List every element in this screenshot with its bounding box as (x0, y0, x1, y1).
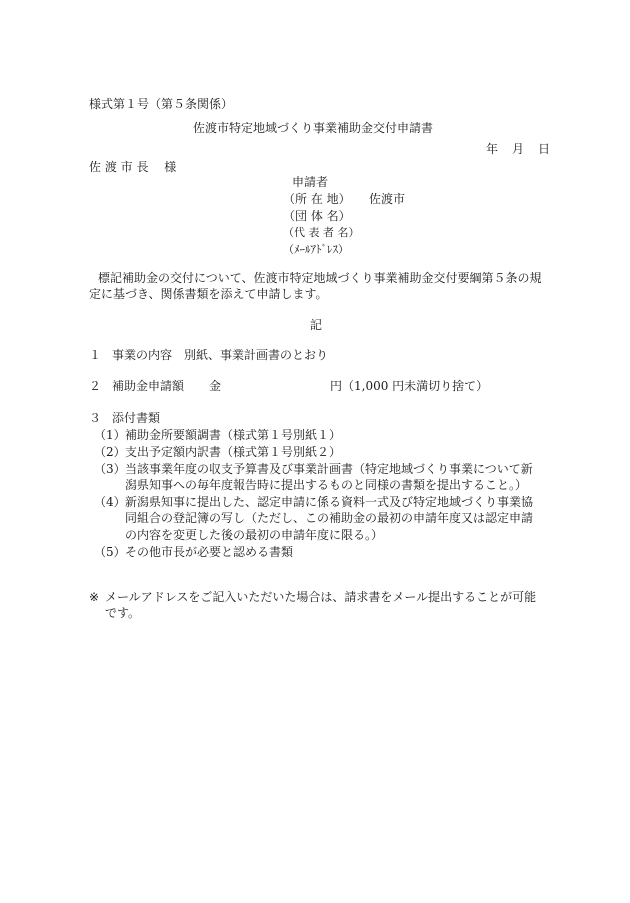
addressee: 佐 渡 市 長 様 (89, 160, 177, 174)
document-title: 佐渡市特定地域づくり事業補助金交付申請書 (193, 121, 434, 135)
attachment-5-number: （5） (94, 545, 126, 559)
attachment-4-number: （4） (94, 495, 126, 509)
attachment-3-line-2: 潟県知事への毎年度報告時に提出するものと同様の書類を提出すること。） (125, 478, 528, 492)
attachment-3-line-1: 当該事業年度の収支予算書及び事業計画書（特定地域づくり事業について新 (125, 462, 533, 476)
item-3-number: ３ (89, 411, 102, 425)
item-1-label: 事業の内容 (112, 348, 173, 362)
address-label: （所 在 地） (283, 192, 351, 206)
date-line: 年 月 日 (486, 142, 552, 156)
ki-heading: 記 (310, 318, 323, 332)
note-mark: ※ (89, 590, 100, 604)
attachment-4-line-1: 新潟県知事に提出した、認定申請に係る資料一式及び特定地域づくり事業協 (125, 495, 534, 509)
body-line-2: 定に基づき、関係書類を添えて申請します。 (89, 287, 328, 301)
representative-label: （代 表 者 名） (283, 226, 360, 239)
attachment-5-text: その他市長が必要と認める書類 (125, 545, 294, 559)
applicant-heading: 申請者 (292, 175, 329, 189)
note-line-1: メールアドレスをご記入いただいた場合は、請求書をメール提出することが可能 (105, 590, 537, 604)
form-number: 様式第１号（第５条関係） (89, 97, 234, 111)
attachment-1-text: 補助金所要額調書（様式第１号別紙１） (125, 428, 342, 442)
attachment-2-number: （2） (94, 445, 126, 459)
item-1-value: 別紙、事業計画書のとおり (184, 348, 329, 362)
item-2-yen: 円（1,000 円未満切り捨て） (330, 379, 489, 393)
item-2-kin: 金 (209, 379, 222, 393)
attachment-4-line-3: の内容を変更した後の最初の申請年度に限る。） (125, 528, 384, 542)
organization-label: （団 体 名） (283, 209, 351, 223)
address-value: 佐渡市 (369, 192, 406, 206)
body-line-1: 標記補助金の交付について、佐渡市特定地域づくり事業補助金交付要綱第５条の規 (98, 271, 542, 285)
email-label: （ﾒｰﾙｱﾄﾞﾚｽ） (283, 243, 349, 256)
attachment-1-number: （1） (94, 428, 126, 442)
item-2-label: 補助金申請額 (112, 379, 185, 393)
item-2-number: ２ (89, 379, 102, 393)
attachment-4-line-2: 同組合の登記簿の写し（ただし、この補助金の最初の申請年度又は認定申請 (125, 511, 534, 525)
note-line-2: です。 (105, 606, 141, 620)
item-1-number: １ (89, 348, 102, 362)
item-3-label: 添付書類 (112, 411, 161, 425)
attachment-3-number: （3） (94, 462, 126, 476)
attachment-2-text: 支出予定額内訳書（様式第１号別紙２） (125, 445, 342, 459)
